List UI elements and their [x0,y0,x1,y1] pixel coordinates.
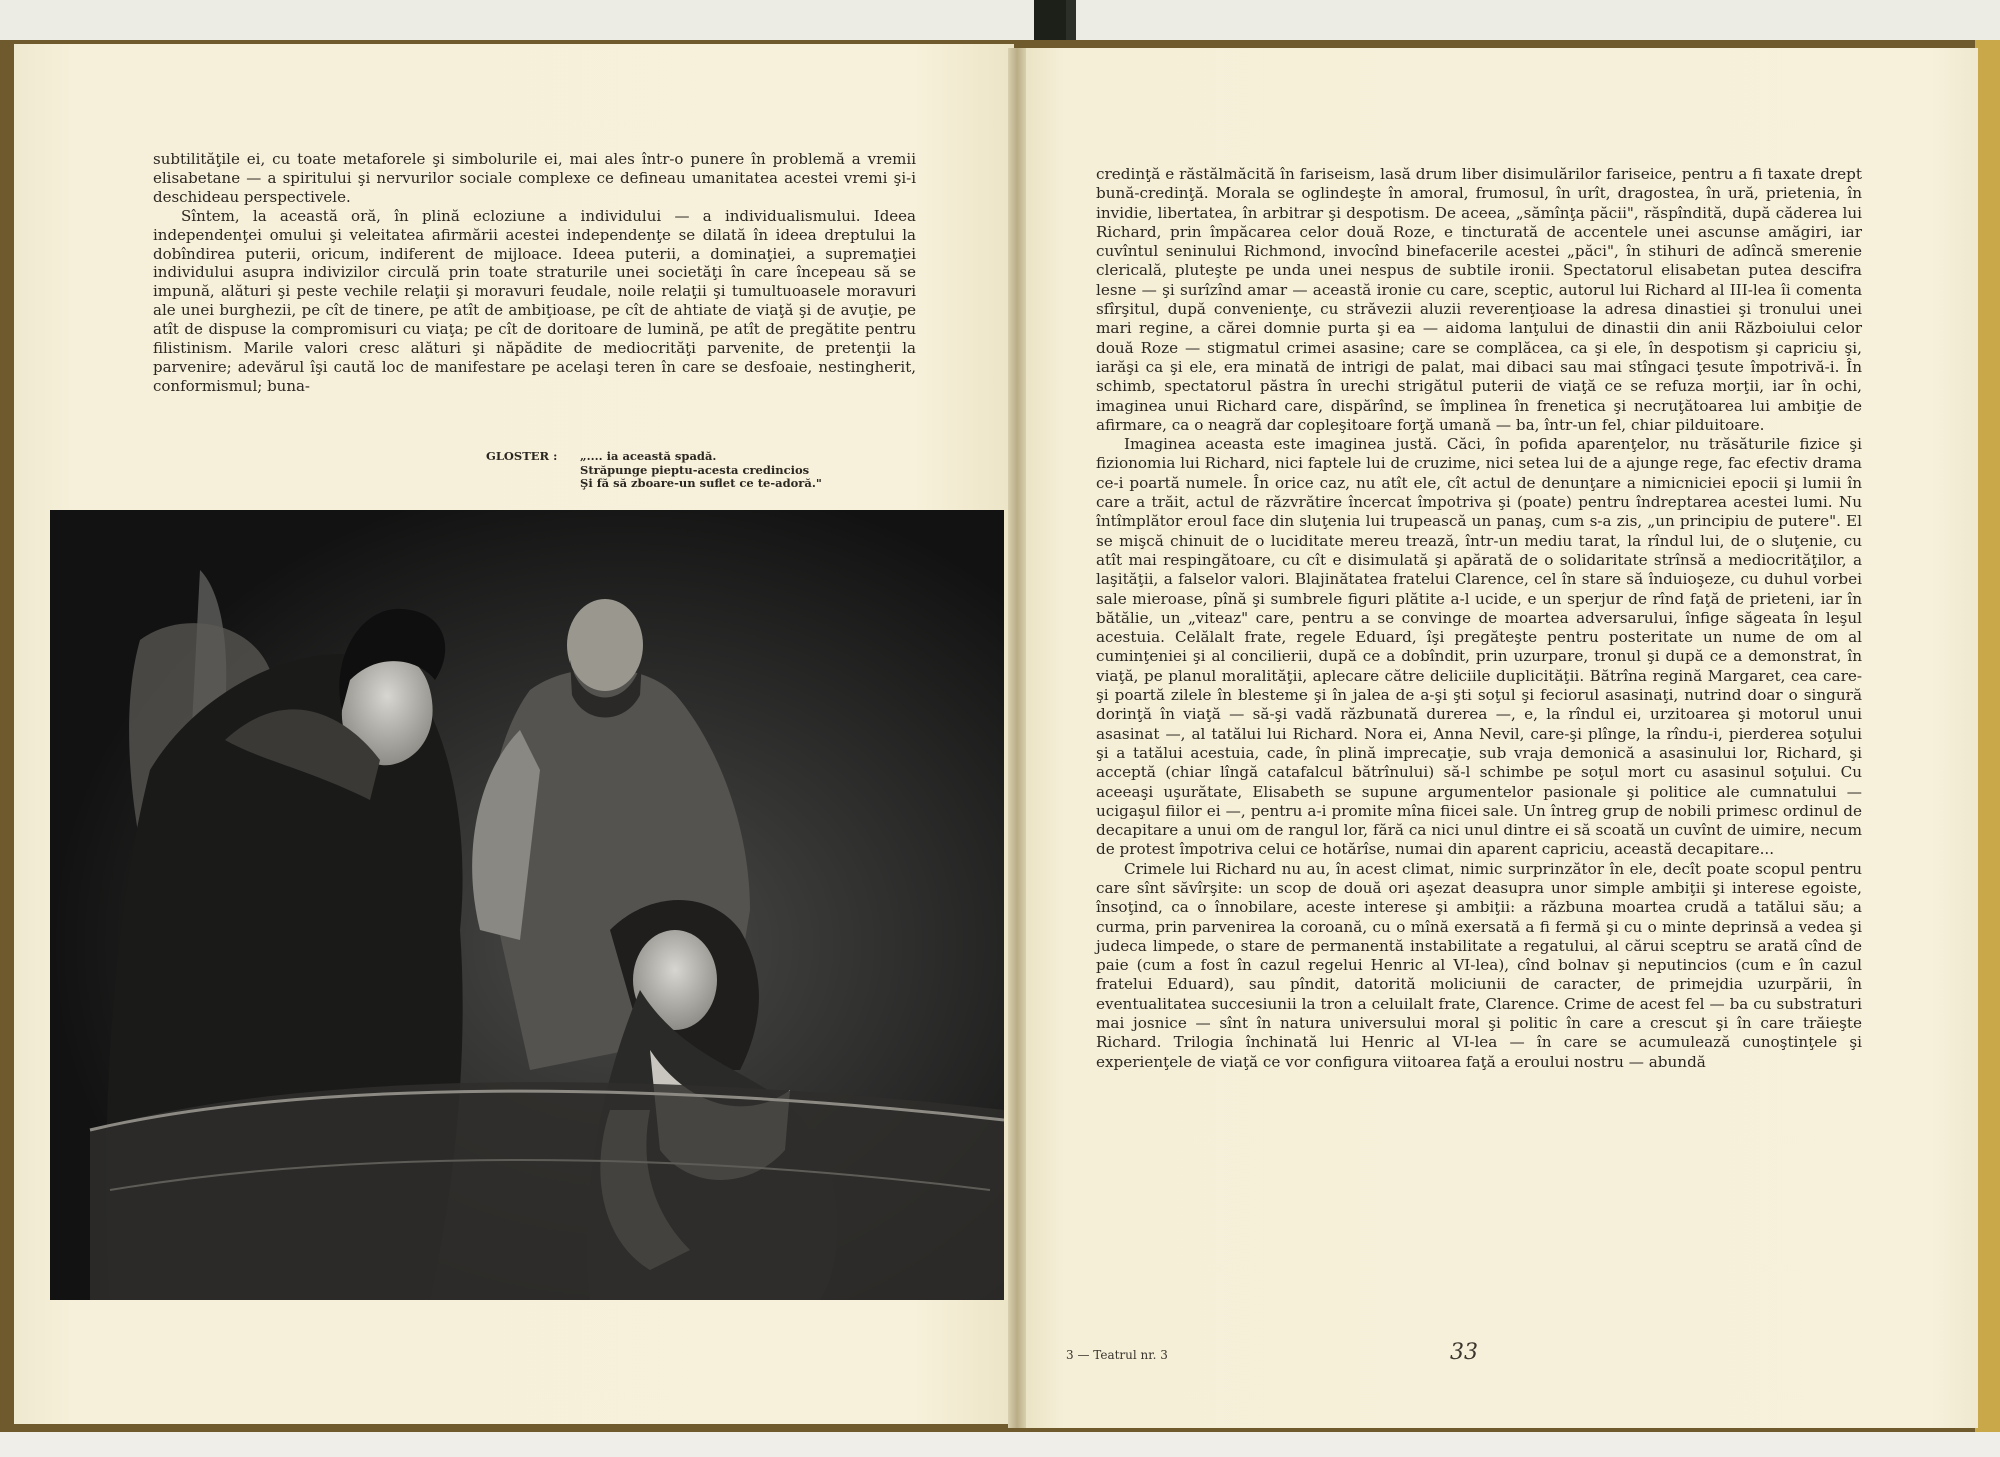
paragraph: credinţă e răstălmăcită în fariseism, lasă drum liber disimulărilor fariseice, pentru a fi taxate drept bună-credinţă. Morala se oglindeşte în amoral, frumosul, în urît, dragostea, în ură, prietenia, în invidie, libertatea, în arbitrar şi despotism. De aceea, „sămînţa păcii", răspîndită, după căderea lui Richard, prin împăcarea celor două Roze, e tincturată de accentele unei ascunse amăgiri, iar cuvîntul seninului Richmond, invocînd binefacerile acestei „păci", în stihuri de adîncă smerenie clericală, pluteşte pe unda unei nespus de subtile ironii. Spectatorul elisabetan putea descifra lesne — şi surîzînd amar — această ironie cu care, sceptic, autorul lui Richard al III-lea îi comenta sfîrşitul, după convenienţe, cu străvezii aluzii reverenţioase la adresa dinastiei şi tronului unei mari regine, a cărei domnie purta şi ea — aidoma lanţului de dinastii din anii Războiului celor două Roze — stigmatul crimei asasine; care se complăcea, ca şi ele, în despotism şi capriciu şi, iarăşi ca şi ele, era minată de intrigi de palat, mai dibaci sau mai stîngaci ţesute împotrivă-i. În schimb, spectatorul păstra în urechi strigătul puterii de viaţă ce se refuza morţii, iar în ochi, imaginea unui Richard care, dispărînd, se împlinea în frenetica şi necruţătoarea lui ambiţie de afirmare, ca o neagră dar copleşitoare forţă umană — ba, într-un fel, chiar pilduitoare. [1096,165,1862,434]
paragraph: Imaginea aceasta este imaginea justă. Căci, în pofida aparenţelor, nu trăsăturile fizice şi fizionomia lui Richard, nici faptele lui de cruzime, nici setea lui de a ajunge rege, fac efectiv drama ce-i poartă numele. În orice caz, nu atît ele, cît actul de denunţare a nimicniciei epocii şi lumii în care a trăit, actul de răzvrătire încercat împotriva şi (poate) pentru îndreptarea acestei lumi. Nu întîmplător eroul face din sluţenia lui trupească un panaş, cum s-a zis, „un principiu de putere". El se mişcă chinuit de o luciditate mereu trează, într-un mediu tarat, la rîndul lui, de o sluţenie, cu atît mai respingătoare, cu cît e disimulată şi apărată de o solidaritate strînsă a mediocrităţilor, a laşităţii, a falselor valori. Blajinătatea fratelui Clarence, cel în stare să înduioşeze, cu duhul vorbei sale mieroase, pînă şi sumbrele figuri plătite a-l ucide, e un sperjur de rînd faţă de prieteni, iar în bătălie, un „viteaz" care, pentru a se convinge de moartea adversarului, înfige săgeata în leşul acestuia. Celălalt frate, regele Eduard, îşi pregăteşte pentru posteritate un nume de om al cuminţeniei şi al concilierii, după ce a dobîndit, prin uzurpare, tronul şi după ce a demonstrat, în viaţă, pe planul moralităţii, aplecare către deliciile duplicităţii. Bătrîna regină Margaret, cea care-şi poartă zilele în blesteme şi în jalea de a-şi şti soţul şi feciorul asasinaţi, nutrind doar o singură dorinţă în viaţă — să-şi vadă răzbunată durerea —, e, la rîndul ei, urzitoarea şi motorul unui asasinat —, al tatălui lui Richard. Nora ei, Anna Nevil, care-şi plînge, la rîndu-i, pierderea soţului şi a tatălui acestuia, cade, în plină imprecaţie, sub vraja demonică a asasinului lor, Richard, şi acceptă (chiar lîngă catafalcul bătrînului) să-l schimbe pe soţul mort cu asasinul soţului. Cu aceeaşi uşurătate, Elisabeth se supune argumentelor pasionale şi politice ale cumnatului — ucigaşul fiilor ei —, pentru a-i promite mîna fiicei sale. Un întreg grup de nobili primesc ordinul de decapitare a unui om de rangul lor, fără ca nici unul dintre ei să scoată un cuvînt de uimire, necum de protest împotriva celui ce hotărîse, numai din aparent capriciu, această decapitare... [1096,435,1862,859]
caption-line: „.... ia această spadă. [580,449,717,463]
scan-top-margin [0,0,2000,44]
paragraph: subtilităţile ei, cu toate metaforele şi simbolurile ei, mai ales într-o punere în problemă a vremii elisabetane — a spiritului şi nervurilor sociale complexe ce defineau umanitatea acestei vremi şi-i deschideau perspectivele. [153,150,916,206]
right-page-body [1096,165,1862,1072]
left-page-body [153,150,916,396]
caption-line: Şi fă să zboare-un suflet ce te-adoră." [580,476,822,490]
theatre-photograph [50,510,1004,1300]
running-footer: 3 — Teatrul nr. 3 [1066,1348,1168,1362]
page-number: 33 [1450,1340,1478,1365]
paragraph: Sîntem, la această oră, în plină ecloziune a individului — a individualismului. Ideea independenţei omului şi veleitatea afirmării acestei independenţe se dilată în ideea dreptului la dobîndirea puterii, oricum, indiferent de mijloace. Ideea puterii, a dominaţiei, a supremaţiei individului asupra indivizilor circulă prin toate straturile unei societăţi în care începeau să se impună, alături şi peste vechile relaţii şi moravuri feudale, noile relaţii şi tumultuoasele moravuri ale unei burghezii, pe cît de tinere, pe atît de ambiţioase, pe cît de ahtiate de viaţă şi de avuţie, pe atît de dispuse la compromisuri cu viaţa; pe cît de doritoare de lumină, pe atît de pregătite pentru filistinism. Marile valori cresc alături şi năpădite de mediocrităţi parvenite, de pretenţii la parvenire; adevărul îşi caută loc de manifestare pe acelaşi teren în care se desfoaie, nestingherit, conformismul; buna- [153,206,916,395]
book-gutter [1008,48,1026,1428]
caption-verses [580,450,880,491]
book-cover-edge [1975,40,2000,1440]
paragraph: Crimele lui Richard nu au, în acest climat, nimic surprinzător în ele, decît poate scopul pentru care sînt săvîrşite: un scop de două ori aşezat deasupra unor simple ambiţii şi interese egoiste, însoţind, ca o înnobilare, aceste interese şi ambiţii: a răzbuna moartea crudă a tatălui său; a curma, prin parvenirea la coroană, cu o mînă exersată a fi fermă şi cu o minte deprinsă a vedea şi judeca limpede, o stare de permanentă instabilitate a regatului, al cărui sceptru se arată cînd de paie (cum a fost în cazul regelui Henric al VI-lea), cînd bolnav şi neputincios (cum e în cazul fratelui Eduard), sau pîndit, datorită moliciunii de caracter, de primejdia uzurpării, în eventualitatea succesiunii la tron a celuilalt frate, Clarence. Crime de acest fel — ba cu substraturi mai josnice — sînt în natura universului moral şi politic în care a crescut şi în care trăieşte Richard. Trilogia închinată lui Henric al VI-lea — în care se acumulează cunoştinţele şi experienţele de viaţă ce vor configura viitoarea faţă a eroului nostru — abundă [1096,859,1862,1071]
photo-illustration [50,510,1004,1300]
caption-line: Străpunge pieptu-acesta credincios [580,462,810,477]
scan-bottom-margin [0,1432,2000,1457]
caption-speaker: GLOSTER : [486,449,558,463]
photo-caption [486,450,926,491]
